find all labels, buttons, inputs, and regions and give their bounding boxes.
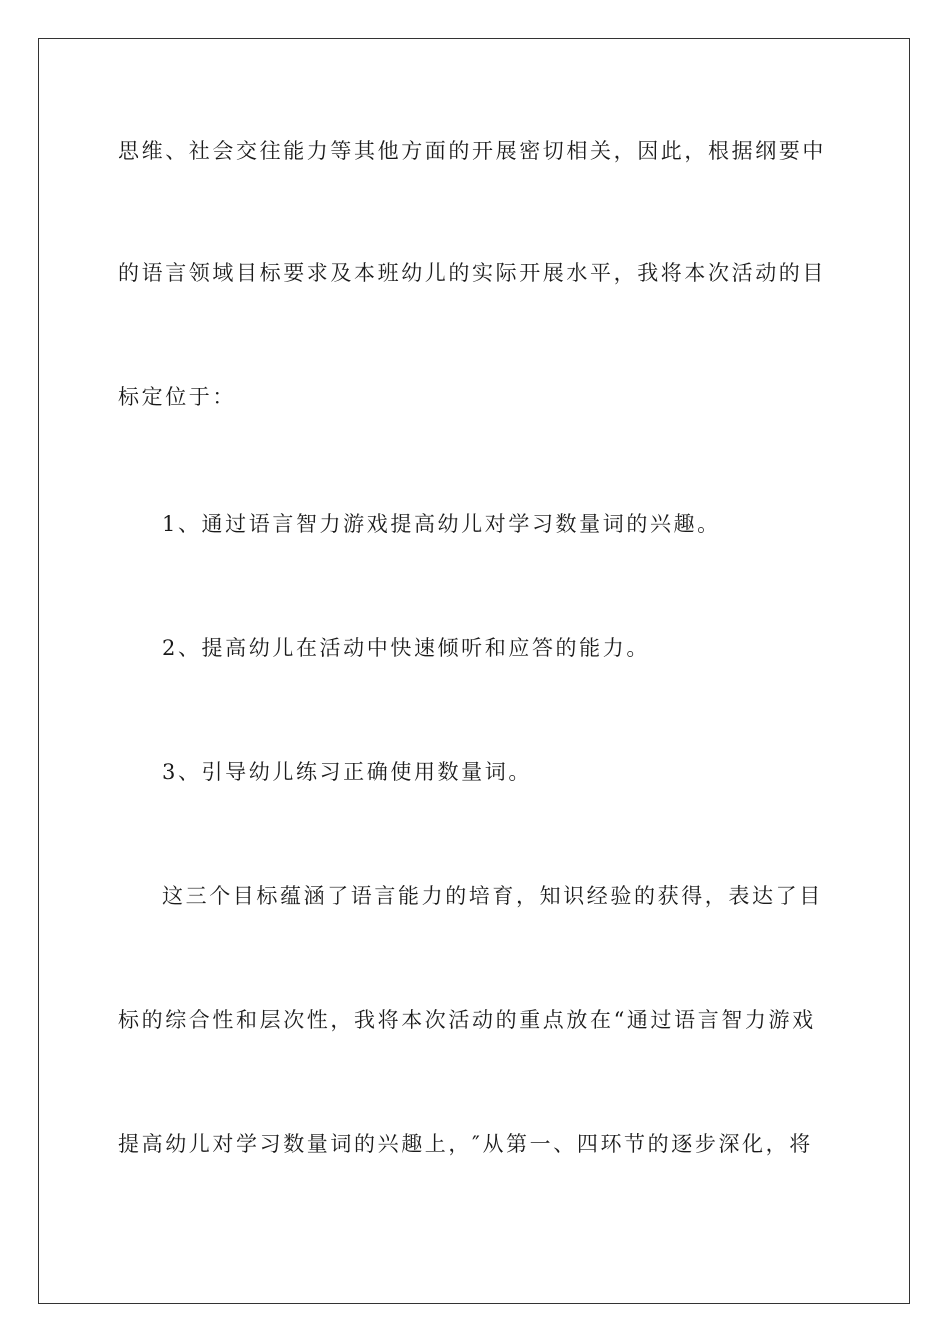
text-line-2: 的语言领域目标要求及本班幼儿的实际开展水平，我将本次活动的目	[118, 261, 826, 285]
paragraph-line-3: 提高幼儿对学习数量词的兴趣上，″从第一、四环节的逐步深化，将	[118, 1132, 813, 1156]
list-item-3: 3、引导幼儿练习正确使用数量词。	[162, 760, 532, 784]
paragraph-line-2: 标的综合性和层次性，我将本次活动的重点放在“通过语言智力游戏	[118, 1008, 816, 1032]
paragraph-line-1: 这三个目标蕴涵了语言能力的培育，知识经验的获得，表达了目	[162, 884, 823, 908]
list-item-2: 2、提高幼儿在活动中快速倾听和应答的能力。	[162, 636, 650, 660]
text-line-3: 标定位于：	[118, 385, 236, 409]
list-item-1: 1、通过语言智力游戏提高幼儿对学习数量词的兴趣。	[162, 512, 721, 536]
text-line-1: 思维、社会交往能力等其他方面的开展密切相关，因此，根据纲要中	[118, 139, 826, 163]
page-border	[38, 38, 910, 1304]
